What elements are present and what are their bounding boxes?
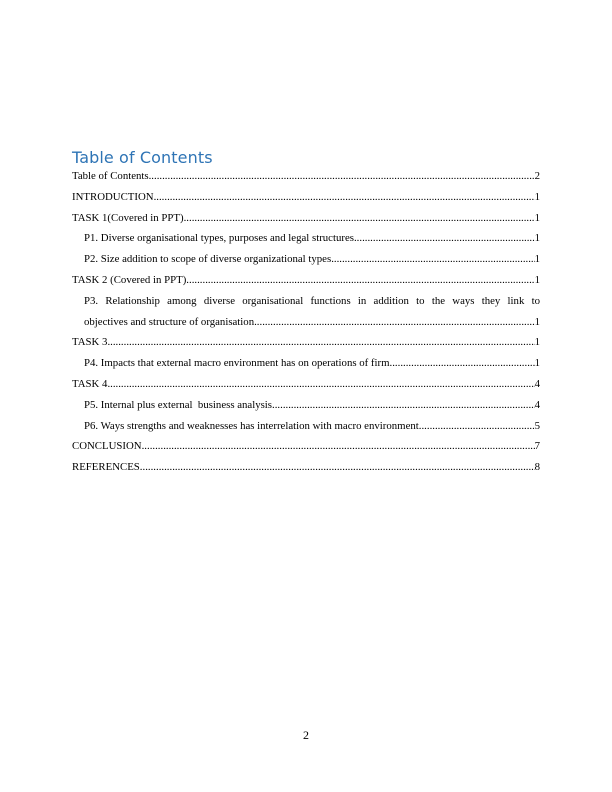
leader-dots	[254, 312, 534, 333]
leader-dots	[331, 249, 534, 270]
toc-entry-label: CONCLUSION	[72, 440, 142, 453]
leader-dots	[107, 374, 534, 395]
toc-entry-conclusion[interactable]	[72, 436, 540, 457]
toc-entry-task-2[interactable]	[72, 270, 540, 291]
toc-entry-p5[interactable]	[72, 395, 540, 416]
toc-entry-page: 1	[534, 357, 540, 370]
leader-dots	[419, 416, 535, 437]
toc-entry-page: 4	[534, 398, 540, 411]
leader-dots	[184, 208, 535, 229]
leader-dots	[154, 187, 535, 208]
page-number: 2	[303, 728, 309, 742]
leader-dots	[149, 166, 535, 187]
toc-entry-task-1[interactable]	[72, 208, 540, 229]
toc-entry-label: Table of Contents	[72, 170, 149, 182]
toc-list	[72, 166, 540, 478]
leader-dots	[107, 332, 534, 353]
toc-entry-label: P6. Ways strengths and weaknesses has interrelation with macro environment	[84, 419, 419, 432]
leader-dots	[140, 457, 535, 478]
toc-entry-label-line1: P3. Relationship among diverse organisational functions in addition to the ways they link to	[84, 294, 540, 307]
toc-entry-page: 1	[534, 190, 540, 203]
toc-entry-label: P5. Internal plus external business analysis	[84, 398, 273, 411]
leader-dots	[142, 436, 535, 457]
toc-entry-task-4[interactable]	[72, 374, 540, 395]
toc-entry-page: 5	[534, 419, 540, 432]
toc-entry-page: 1	[534, 232, 540, 245]
toc-entry-table-of-contents[interactable]	[72, 166, 540, 187]
toc-entry-page: 1	[534, 336, 540, 349]
toc-entry-page: 7	[534, 440, 540, 453]
leader-dots	[272, 395, 535, 416]
toc-entry-p2[interactable]	[72, 249, 540, 270]
toc-heading: Table of Contents	[72, 148, 213, 167]
toc-entry-p4[interactable]	[72, 353, 540, 374]
leader-dots	[186, 270, 534, 291]
toc-entry-page: 2	[534, 170, 540, 182]
toc-entry-label: P1. Diverse organisational types, purposes and legal structures	[84, 232, 354, 245]
toc-entry-label: TASK 4	[72, 377, 108, 390]
toc-entry-page: 1	[534, 315, 540, 328]
toc-entry-p1[interactable]	[72, 228, 540, 249]
toc-entry-references[interactable]	[72, 457, 540, 478]
toc-entry-task-3[interactable]	[72, 332, 540, 353]
toc-entry-label: P4. Impacts that external macro environment has on operations of firm	[84, 357, 390, 370]
toc-entry-page: 1	[534, 253, 540, 266]
toc-entry-page: 8	[534, 461, 540, 474]
toc-entry-p3[interactable]	[72, 291, 540, 333]
toc-entry-label: TASK 2 (Covered in PPT)	[72, 273, 187, 286]
toc-entry-label: TASK 1(Covered in PPT)	[72, 211, 184, 224]
leader-dots	[390, 353, 535, 374]
toc-entry-p6[interactable]	[72, 416, 540, 437]
toc-entry-label: P2. Size addition to scope of diverse organizational types	[84, 253, 332, 266]
leader-dots	[354, 228, 535, 249]
toc-entry-label: TASK 3	[72, 336, 108, 349]
toc-entry-page: 1	[534, 211, 540, 224]
toc-entry-label: REFERENCES	[72, 461, 140, 474]
toc-entry-page: 1	[534, 273, 540, 286]
toc-entry-page: 4	[534, 377, 540, 390]
toc-entry-introduction[interactable]	[72, 187, 540, 208]
toc-entry-label-line2: objectives and structure of organisation	[84, 315, 255, 328]
toc-entry-label: INTRODUCTION	[72, 190, 154, 203]
